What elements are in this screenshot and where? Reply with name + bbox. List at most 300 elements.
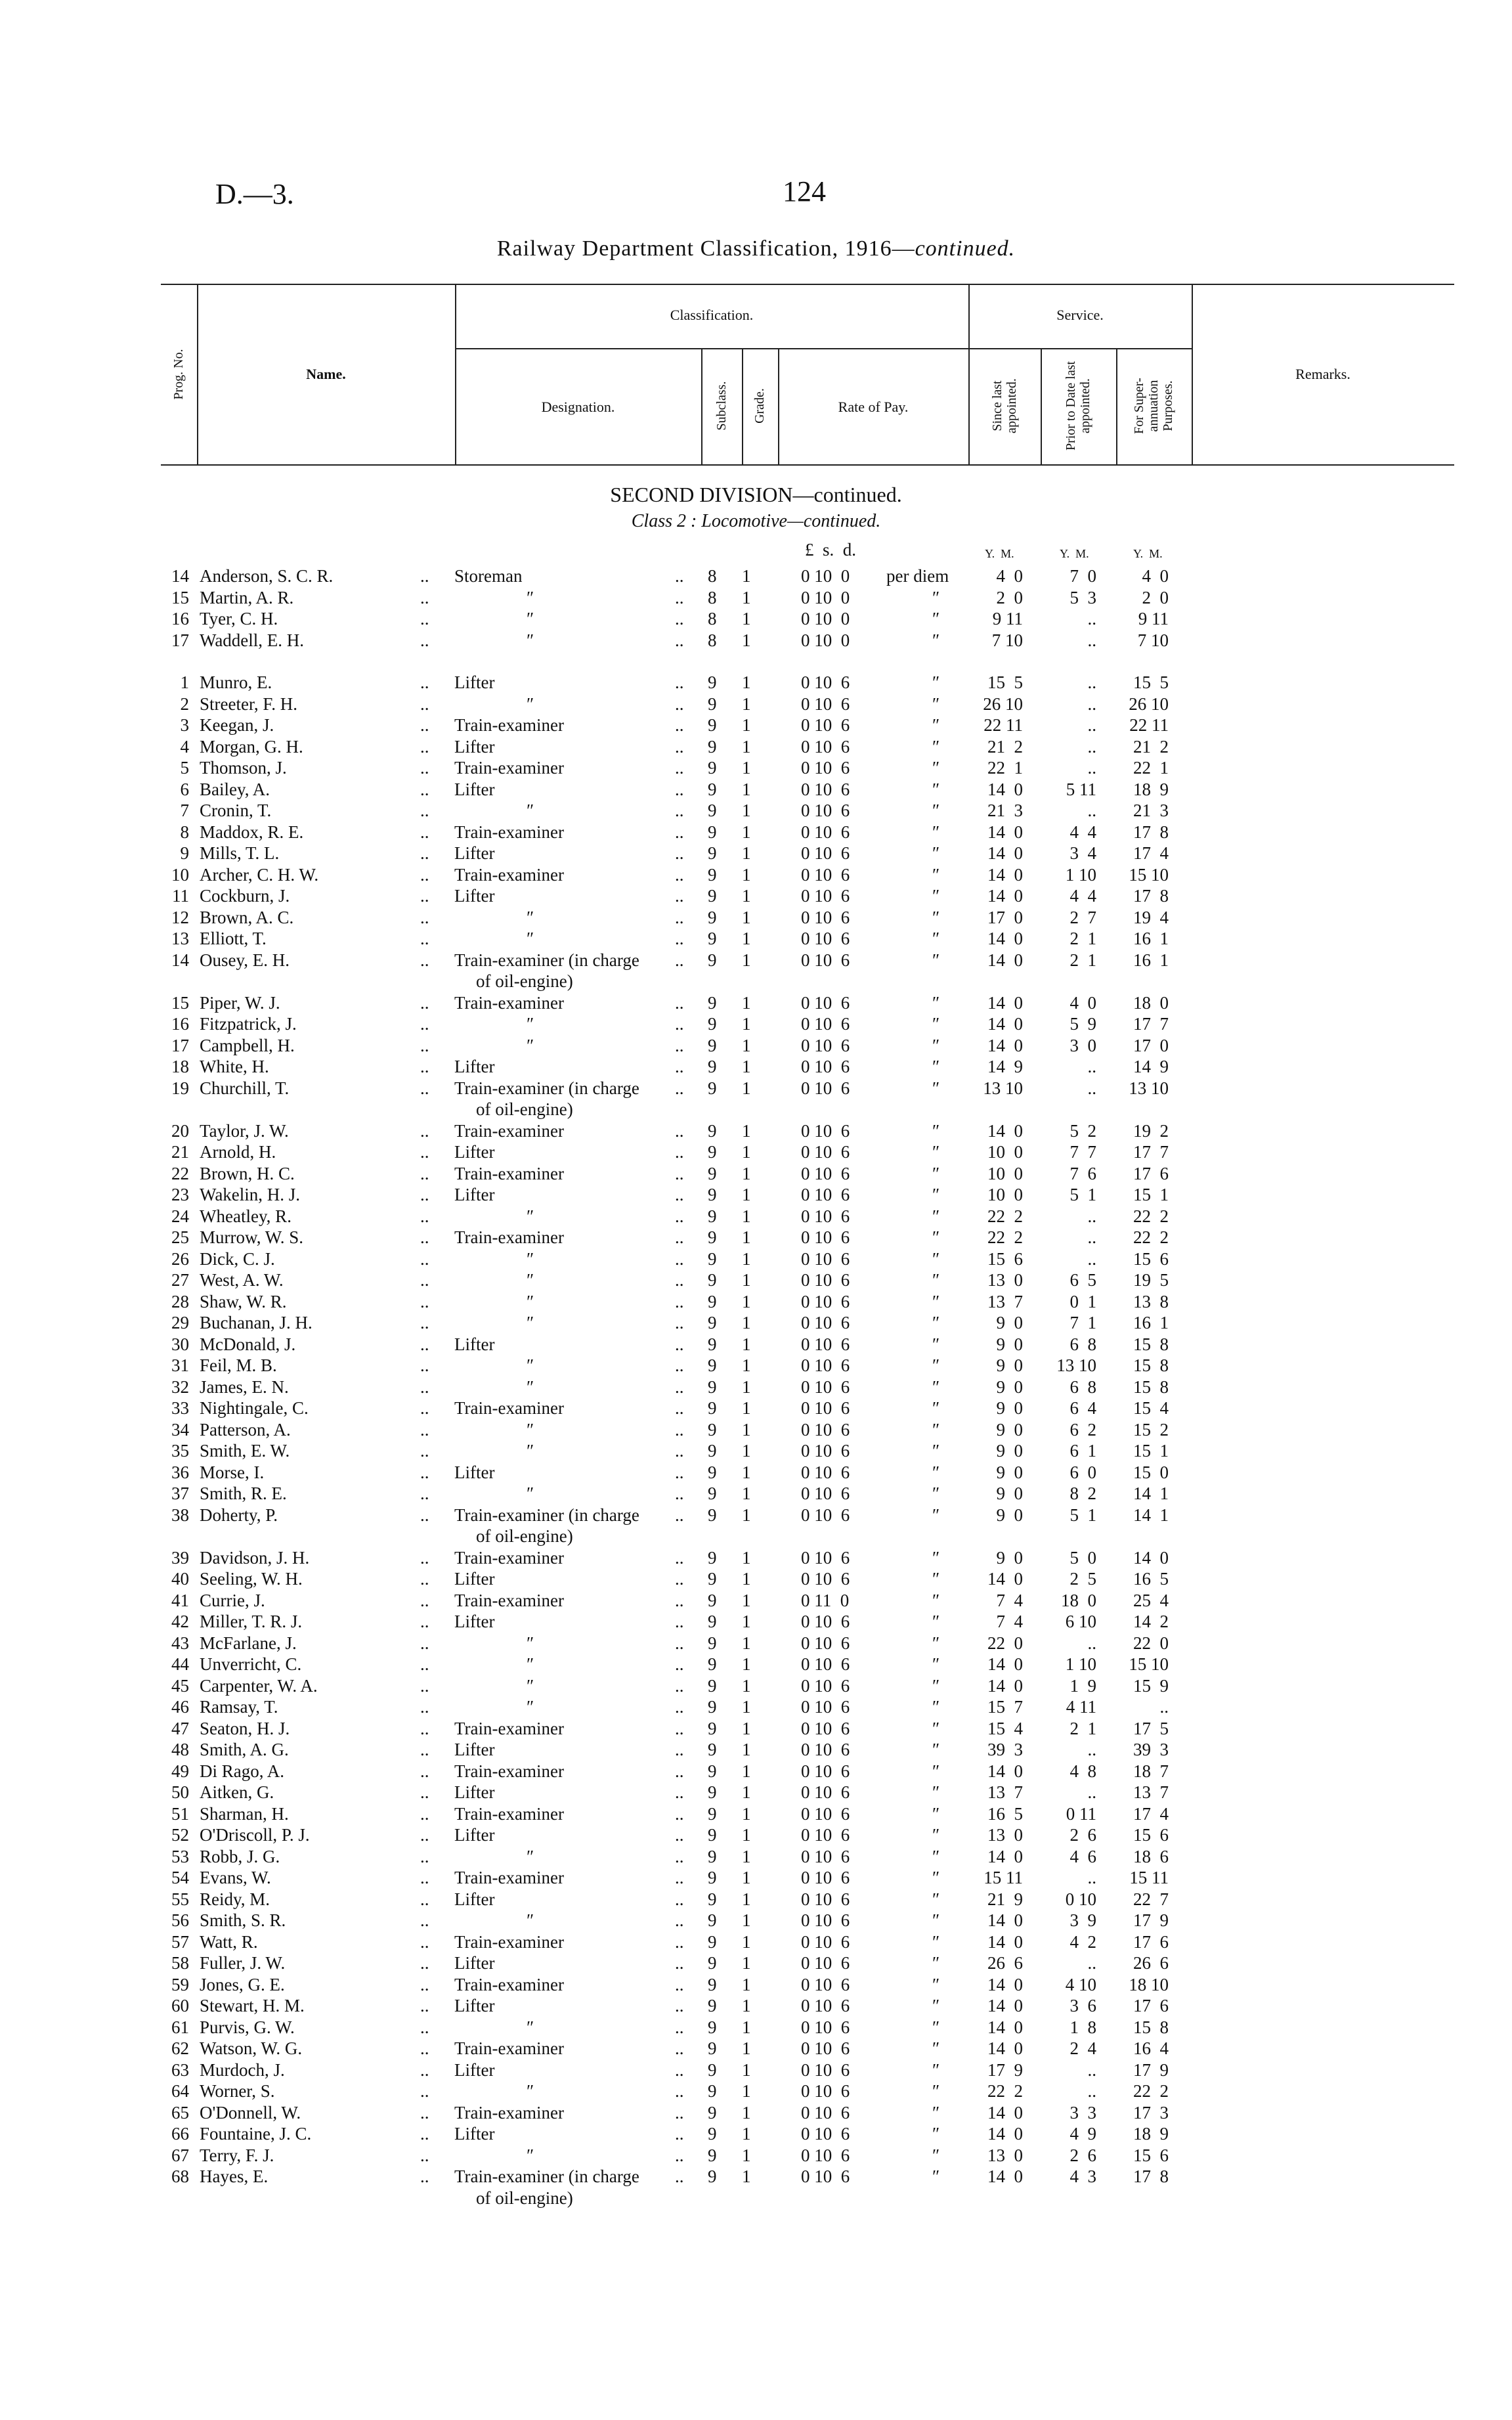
row-des: ″ [527,1355,534,1375]
row-no: 40 [171,1569,189,1589]
row-name: West, A. W. [200,1270,284,1290]
row-gr: 1 [742,1697,751,1717]
row-name: Smith, E. W. [200,1441,290,1461]
row-prior: 1 10 [1065,1654,1096,1674]
leader-dots: .. [420,1313,429,1332]
row-gr: 1 [742,1931,751,1952]
row-since: 9 0 [996,1419,1023,1440]
row-name: Robb, J. G. [200,1846,280,1866]
row-des: Lifter [454,672,495,692]
row-per: ″ [932,1419,940,1440]
row-sub: 9 [708,715,717,735]
row-sub: 9 [708,1654,717,1674]
row-gr: 1 [742,1057,751,1076]
row-since: 14 0 [987,2102,1023,2123]
row-name: Morgan, G. H. [200,736,303,757]
row-no: 31 [171,1355,189,1375]
row-prior: 0 10 [1065,1889,1096,1909]
row-super: 26 10 [1129,693,1169,714]
row-des-continued: of oil-engine) [476,971,573,991]
row-no: 36 [171,1462,189,1482]
row-gr: 1 [742,2167,751,2186]
row-no: 64 [171,2081,189,2101]
row-pay: 0 10 6 [801,736,850,757]
row-prior: 5 2 [1069,1120,1096,1141]
row-name: Ousey, E. H. [200,950,290,970]
row-per: ″ [932,2059,940,2080]
row-no: 38 [171,1505,189,1525]
row-prior: .. [1087,609,1096,628]
row-pay: 0 10 6 [801,1355,850,1375]
row-per: ″ [932,779,940,799]
leader-dots: .. [420,1825,429,1845]
row-des: ″ [527,1846,534,1866]
row-pay: 0 10 6 [801,1889,850,1909]
row-sub: 9 [708,1547,717,1568]
division-heading: SECOND DIVISION—continued. [610,483,902,506]
row-gr: 1 [742,1569,751,1589]
row-no: 41 [171,1590,189,1610]
row-per: ″ [932,801,940,820]
row-since: 22 0 [987,1633,1023,1653]
row-no: 29 [171,1313,189,1332]
row-name: Watson, W. G. [200,2038,303,2058]
leader-dots: .. [420,1376,429,1397]
row-since: 13 7 [987,1782,1023,1802]
leader-dots: .. [420,886,429,906]
row-prior: 2 5 [1069,1569,1096,1589]
row-since: 14 0 [987,2038,1023,2058]
leader-dots: .. [420,2059,429,2080]
row-sub: 9 [708,1569,717,1589]
title-main: Railway Department Classification, 1916— [496,236,915,261]
leader-dots: .. [675,736,684,757]
row-prior: 18 0 [1061,1590,1096,1610]
row-super: 14 0 [1133,1547,1169,1568]
row-sub: 9 [708,2167,717,2186]
leader-dots: .. [420,2017,429,2037]
row-since: 15 6 [987,1248,1023,1269]
leader-dots: .. [420,801,429,820]
superannuation-header: For Super-annuation Purposes. [1132,378,1175,434]
row-prior: .. [1087,801,1096,820]
row-sub: 9 [708,2145,717,2165]
row-pay: 0 10 6 [801,1057,850,1076]
row-pay: 0 10 6 [801,1248,850,1269]
row-gr: 1 [742,886,751,906]
leader-dots: .. [675,2102,684,2123]
row-since: 14 0 [987,929,1023,948]
leader-dots: .. [675,1376,684,1397]
row-per: ″ [932,1505,940,1525]
row-sub: 9 [708,1462,717,1482]
row-no: 14 [171,950,189,970]
leader-dots: .. [675,1868,684,1887]
row-gr: 1 [742,1675,751,1696]
row-prior: 0 1 [1069,1291,1096,1311]
row-name: Murrow, W. S. [200,1227,304,1247]
row-sub: 9 [708,1078,717,1098]
row-name: Cronin, T. [200,801,272,820]
prior-header: Prior to Date last appointed. [1064,361,1092,451]
row-prior: 1 8 [1069,2017,1096,2037]
leader-dots: .. [675,843,684,863]
leader-dots: .. [420,1654,429,1674]
row-sub: 9 [708,1291,717,1311]
row-sub: 9 [708,1612,717,1631]
leader-dots: .. [420,1462,429,1482]
row-sub: 9 [708,2038,717,2058]
row-sub: 9 [708,929,717,948]
row-gr: 1 [742,1398,751,1418]
row-gr: 1 [742,2038,751,2058]
row-prior: 2 1 [1069,929,1096,948]
leader-dots: .. [675,1889,684,1909]
leader-dots: .. [675,672,684,692]
row-sub: 9 [708,2124,717,2144]
row-per: ″ [932,1782,940,1802]
leader-dots: .. [675,950,684,970]
leader-dots: .. [675,587,684,607]
leader-dots: .. [675,1355,684,1375]
row-name: Fuller, J. W. [200,1953,286,1973]
row-sub: 9 [708,1419,717,1440]
leader-dots: .. [675,1419,684,1440]
row-gr: 1 [742,1270,751,1290]
row-since: 26 10 [983,693,1023,714]
leader-dots: .. [420,1803,429,1824]
row-since: 14 0 [987,1931,1023,1952]
row-no: 67 [171,2145,189,2165]
row-per: ″ [932,1248,940,1269]
row-pay: 0 10 6 [801,1185,850,1204]
row-super: 14 1 [1133,1505,1169,1525]
row-prior: 5 11 [1066,779,1096,799]
row-sub: 9 [708,1355,717,1375]
row-name: Hayes, E. [200,2167,269,2186]
row-no: 27 [171,1270,189,1290]
row-gr: 1 [742,779,751,799]
row-des: ″ [527,630,534,650]
row-name: Jones, G. E. [200,1974,285,1994]
row-pay: 0 10 6 [801,1633,850,1653]
row-per: ″ [932,929,940,948]
row-name: Nightingale, C. [200,1398,309,1418]
leader-dots: .. [420,1078,429,1098]
row-des: Lifter [454,1462,495,1482]
leader-dots: .. [675,1142,684,1162]
row-des: ″ [527,2081,534,2101]
row-per: ″ [932,2145,940,2165]
row-gr: 1 [742,1355,751,1375]
row-per: ″ [932,1142,940,1162]
row-pay: 0 10 6 [801,1398,850,1418]
row-prior: 3 3 [1069,2102,1096,2123]
row-gr: 1 [742,1590,751,1610]
row-sub: 9 [708,992,717,1013]
leader-dots: .. [675,1206,684,1226]
leader-dots: .. [420,1931,429,1952]
row-pay: 0 11 0 [801,1590,850,1610]
row-per: ″ [932,1547,940,1568]
row-since: 13 0 [987,1270,1023,1290]
row-per: ″ [932,1462,940,1482]
row-since: 26 6 [987,1953,1023,1973]
leader-dots: .. [420,1035,429,1055]
row-no: 24 [171,1206,189,1226]
row-per: ″ [932,1569,940,1589]
row-super: 17 6 [1133,1163,1169,1183]
units-rate: £ s. d. [805,540,857,560]
row-name: Bailey, A. [200,779,270,799]
leader-dots: .. [420,1248,429,1269]
row-per: ″ [932,672,940,692]
leader-dots: .. [675,907,684,927]
row-sub: 9 [708,1910,717,1930]
row-no: 65 [171,2102,189,2123]
row-no: 30 [171,1334,189,1354]
row-des: Lifter [454,1185,495,1204]
row-gr: 1 [742,2102,751,2123]
row-sub: 9 [708,1120,717,1141]
row-since: 10 0 [987,1185,1023,1204]
row-no: 48 [171,1740,189,1759]
row-prior: .. [1087,1057,1096,1076]
row-des-continued: of oil-engine) [476,2188,573,2208]
row-super: 15 10 [1129,864,1169,885]
row-pay: 0 10 6 [801,1313,850,1332]
row-sub: 9 [708,1740,717,1759]
row-super: 14 1 [1133,1484,1169,1503]
row-super: 22 1 [1133,758,1169,778]
row-sub: 9 [708,2059,717,2080]
row-des: Lifter [454,1334,495,1354]
row-no: 6 [180,779,189,799]
row-per: ″ [932,1185,940,1204]
row-super: 25 4 [1133,1590,1169,1610]
row-pay: 0 10 6 [801,1782,850,1802]
row-pay: 0 10 6 [801,1761,850,1781]
row-gr: 1 [742,1142,751,1162]
leader-dots: .. [420,1782,429,1802]
row-name: Ramsay, T. [200,1697,278,1717]
leader-dots: .. [420,1291,429,1311]
row-name: Smith, A. G. [200,1740,289,1759]
row-no: 9 [180,843,189,863]
row-per: ″ [932,886,940,906]
row-name: Di Rago, A. [200,1761,285,1781]
row-pay: 0 10 6 [801,1419,850,1440]
row-sub: 9 [708,1931,717,1952]
row-sub: 9 [708,822,717,842]
row-super: 17 5 [1133,1718,1169,1738]
row-gr: 1 [742,1547,751,1568]
leader-dots: .. [420,950,429,970]
row-super: 18 9 [1133,2124,1169,2144]
row-super: 22 7 [1133,1889,1169,1909]
row-gr: 1 [742,1974,751,1994]
row-no: 20 [171,1120,189,1141]
row-des: Train-examiner [454,864,564,885]
leader-dots: .. [675,779,684,799]
row-super: 15 11 [1129,1868,1169,1887]
row-name: Churchill, T. [200,1078,290,1098]
row-prior: 2 7 [1069,907,1096,927]
row-super: 18 10 [1129,1974,1169,1994]
row-super: 14 9 [1133,1057,1169,1076]
row-super: 22 2 [1133,2081,1169,2101]
leader-dots: .. [675,1740,684,1759]
rate-header: Rate of Pay. [838,398,909,415]
row-no: 42 [171,1612,189,1631]
row-des: ″ [527,1441,534,1461]
row-no: 23 [171,1185,189,1204]
row-pay: 0 10 6 [801,1612,850,1631]
row-prior: .. [1087,715,1096,735]
row-since: 21 2 [987,736,1023,757]
prog-no-header: Prog. No. [171,349,186,400]
leader-dots: .. [675,1846,684,1866]
row-sub: 8 [708,609,717,628]
leader-dots: .. [675,2081,684,2101]
row-prior: 1 9 [1069,1675,1096,1696]
row-super: 13 7 [1133,1782,1169,1802]
row-name: Terry, F. J. [200,2145,274,2165]
row-super: 17 9 [1133,2059,1169,2080]
row-sub: 9 [708,1142,717,1162]
leader-dots: .. [675,1761,684,1781]
row-super: 22 2 [1133,1227,1169,1247]
row-des: Lifter [454,1740,495,1759]
row-pay: 0 10 6 [801,1441,850,1461]
leader-dots: .. [420,1996,429,2015]
row-super: 18 9 [1133,779,1169,799]
row-des: Lifter [454,1569,495,1589]
row-super: 15 1 [1133,1441,1169,1461]
row-pay: 0 10 6 [801,1740,850,1759]
leader-dots: .. [675,1035,684,1055]
row-pay: 0 10 6 [801,864,850,885]
row-prior: 5 0 [1069,1547,1096,1568]
row-name: Maddox, R. E. [200,822,304,842]
row-sub: 9 [708,1014,717,1034]
row-pay: 0 10 6 [801,715,850,735]
row-pay: 0 10 6 [801,1953,850,1973]
row-per: ″ [932,864,940,885]
row-des: ″ [527,907,534,927]
row-des: Lifter [454,1612,495,1631]
row-no: 21 [171,1142,189,1162]
row-prior: 7 7 [1069,1142,1096,1162]
row-since: 14 0 [987,886,1023,906]
row-sub: 9 [708,1206,717,1226]
row-name: O'Donnell, W. [200,2102,301,2123]
leader-dots: .. [420,1675,429,1696]
row-name: Piper, W. J. [200,992,280,1013]
leader-dots: .. [420,1953,429,1973]
leader-dots: .. [675,1782,684,1802]
row-no: 56 [171,1910,189,1930]
row-sub: 9 [708,1227,717,1247]
row-per: ″ [932,1014,940,1034]
row-since: 13 0 [987,1825,1023,1845]
leader-dots: .. [675,886,684,906]
row-sub: 8 [708,587,717,607]
leader-dots: .. [675,1675,684,1696]
row-sub: 9 [708,1590,717,1610]
leader-dots: .. [675,1313,684,1332]
leader-dots: .. [420,2145,429,2165]
leader-dots: .. [420,1270,429,1290]
row-per: ″ [932,1078,940,1098]
row-super: 2 0 [1142,587,1169,607]
row-gr: 1 [742,1206,751,1226]
since-header: Since last appointed. [990,378,1019,433]
row-no: 50 [171,1782,189,1802]
row-since: 14 9 [987,1057,1023,1076]
row-prior: 6 1 [1069,1441,1096,1461]
row-sub: 9 [708,1633,717,1653]
row-pay: 0 10 6 [801,1718,850,1738]
row-per: ″ [932,715,940,735]
row-gr: 1 [742,566,751,586]
row-des: Train-examiner [454,2102,564,2123]
leader-dots: .. [675,1974,684,1994]
leader-dots: .. [420,1142,429,1162]
row-name: O'Driscoll, P. J. [200,1825,310,1845]
leader-dots: .. [420,864,429,885]
row-since: 14 0 [987,1120,1023,1141]
row-super: 22 2 [1133,1206,1169,1226]
row-prior: 5 3 [1069,587,1096,607]
row-super: 15 9 [1133,1675,1169,1696]
row-prior: 2 6 [1069,2145,1096,2165]
row-no: 7 [180,801,189,820]
row-pay: 0 10 6 [801,992,850,1013]
row-sub: 9 [708,1675,717,1696]
leader-dots: .. [675,1654,684,1674]
leader-dots: .. [420,715,429,735]
leader-dots: .. [420,2124,429,2144]
row-per: ″ [932,1612,940,1631]
row-name: Feil, M. B. [200,1355,277,1375]
row-name: Fitzpatrick, J. [200,1014,297,1034]
row-des: Train-examiner [454,758,564,778]
row-sub: 9 [708,886,717,906]
row-gr: 1 [742,1910,751,1930]
row-sub: 9 [708,1718,717,1738]
subclass-header: Subclass. [714,381,729,431]
row-per: ″ [932,1334,940,1354]
row-since: 14 0 [987,1846,1023,1866]
row-prior: 4 9 [1069,2124,1096,2144]
row-super: 15 6 [1133,1248,1169,1269]
row-name: Brown, H. C. [200,1163,295,1183]
row-pay: 0 10 6 [801,2145,850,2165]
row-per: ″ [932,1910,940,1930]
leader-dots: .. [420,1419,429,1440]
row-per: ″ [932,1740,940,1759]
row-super: 14 2 [1133,1612,1169,1631]
row-name: Aitken, G. [200,1782,274,1802]
row-super: 15 10 [1129,1654,1169,1674]
leader-dots: .. [675,1633,684,1653]
row-gr: 1 [742,1889,751,1909]
row-super: 16 1 [1133,950,1169,970]
row-gr: 1 [742,1996,751,2015]
row-pay: 0 10 6 [801,1803,850,1824]
row-no: 46 [171,1697,189,1717]
